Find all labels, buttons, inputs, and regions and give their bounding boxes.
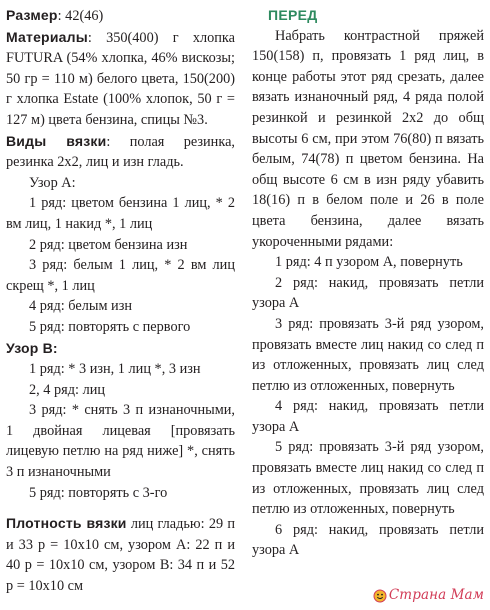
- density-text: лиц гладью: 29 п и 33 р = 10х10 см, узором А: 22 п и 40 р = 10х10 см, узором В: 34 п и 52 р = 10х10 см: [6, 516, 235, 595]
- pattern-a-row-3: 3 ряд: белым 1 лиц, * 2 вм лиц скрещ *, 1 лиц: [6, 257, 235, 294]
- front-row-3: 3 ряд: провязать 3-й ряд узором, провязать вместе лиц накид со след п из отложенных, провязать лиц след петлю из отложенных, повернуть: [252, 315, 484, 394]
- size-label: Размер: [6, 7, 58, 23]
- section-gap: [6, 503, 235, 513]
- pattern-a-title: Узор А:: [29, 174, 76, 191]
- materials-label: Материалы: [6, 28, 88, 45]
- materials-paragraph: [6, 27, 235, 131]
- pattern-a-row-5: 5 ряд: повторять с первого: [29, 318, 191, 335]
- size-line: [6, 5, 235, 27]
- front-row-5: 5 ряд: провязать 3-й ряд узором, провязать вместе лиц накид со след п из отложенных, провязать лиц след петлю из отложенных, повернуть: [252, 439, 484, 518]
- right-column: [252, 5, 484, 561]
- types-paragraph: [6, 131, 235, 173]
- pattern-b-row-4: 5 ряд: повторять с 3-го: [29, 484, 168, 501]
- smiley-icon: [373, 589, 387, 603]
- materials-text: : 350(400) г хлопка FUTURA (54% хлопка, 46% вискозы; 50 гр = 110 м) белого цвета, 150(200) г хлопка Estate (100% хлопок, 50 г = 127 м) цвета бензина, спицы №3.: [6, 29, 235, 128]
- front-heading: ПЕРЕД: [268, 7, 318, 23]
- watermark-text: Страна Мам: [388, 587, 484, 604]
- left-column: [6, 5, 235, 597]
- size-value: : 42(46): [57, 8, 104, 24]
- pattern-b-title-line: [6, 338, 235, 360]
- front-intro: Набрать контрастной пряжей 150(158) п, провязать 1 ряд лиц, в конце работы этот ряд срезать, далее вязать изнаночный ряд, 4 ряда полой резинкой и резинкой 2х2 до общ высоты 6 см, при этом 76(80) п вязать белым, 74(78) п цветом бензина. На общ высоте 6 см в изн ряду убавить 18(16) п в белом поле и 26 в поле цвета бензина, далее вязать укороченными рядами:: [252, 27, 484, 250]
- front-row-4: 4 ряд: накид, провязать петли узора А: [252, 398, 484, 435]
- types-text: : полая резинка, резинка 2х2, лиц и изн гладь.: [6, 133, 235, 171]
- front-row-2: 2 ряд: накид, провязать петли узора А: [252, 274, 484, 312]
- front-row-1: 1 ряд: 4 п узором А, повернуть: [275, 254, 463, 271]
- pattern-a-row-4: 4 ряд: белым изн: [29, 298, 133, 315]
- pattern-a-row-2: 2 ряд: цветом бензина изн: [29, 236, 188, 253]
- pattern-b-row-1: 1 ряд: * 3 изн, 1 лиц *, 3 изн: [29, 361, 201, 378]
- pattern-b-title: Узор В:: [6, 339, 58, 356]
- pattern-a-row-1: 1 ряд: цветом бензина 1 лиц, * 2 вм лиц, 1 накид *, 1 лиц: [6, 195, 235, 232]
- site-watermark: [373, 585, 484, 606]
- density-label: Плотность вязки: [6, 515, 127, 532]
- pattern-b-row-3: 3 ряд: * снять 3 п изнаночными, 1 двойная лицевая [провязать лицевую петлю на ряд ниже] *, снять 3 п изнаночными: [6, 402, 235, 481]
- pattern-b-row-2: 2, 4 ряд: лиц: [29, 381, 106, 398]
- front-row-6: 6 ряд: накид, провязать петли узора А: [252, 521, 484, 559]
- types-label: Виды вязки: [6, 132, 107, 149]
- density-paragraph: [6, 513, 235, 596]
